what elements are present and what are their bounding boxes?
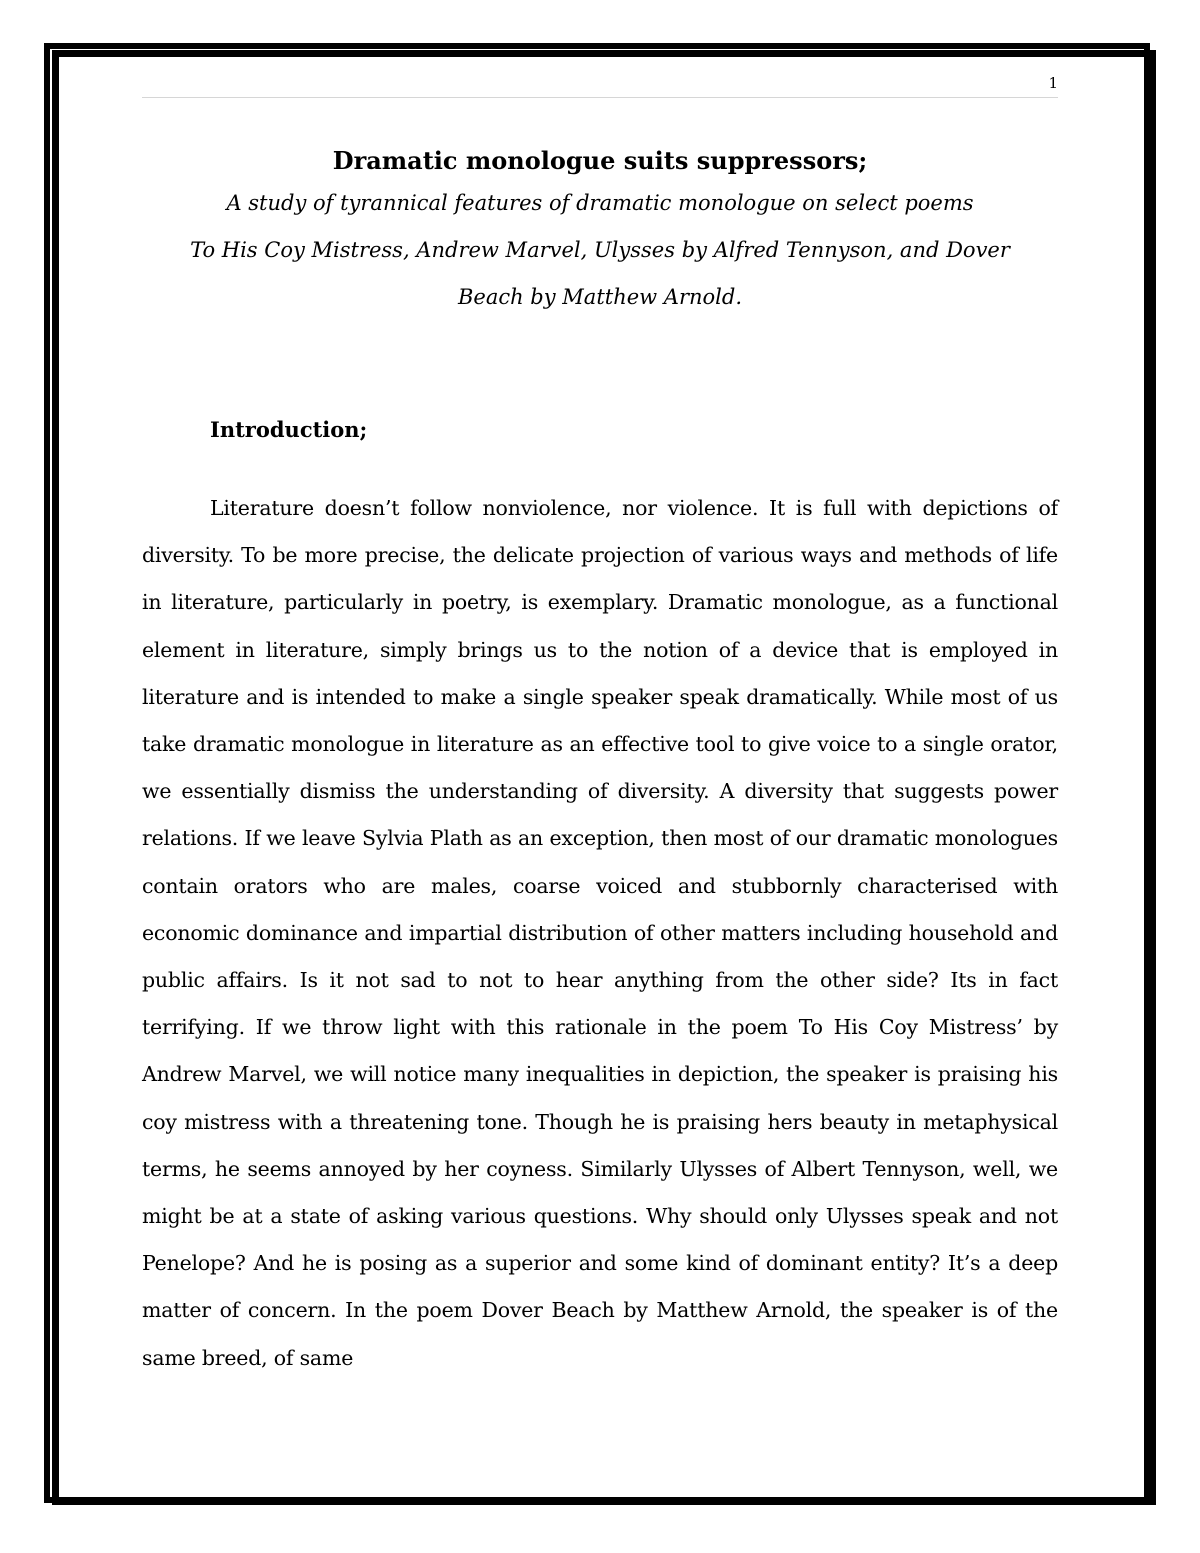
body-paragraph: Literature doesn’t follow nonviolence, nor violence. It is full with depictions of diversity. To be more precise, the delicate projection of various ways and methods of life in literature, particularly in poetry, is exemplary. Dramatic monologue, as a functional element in literature, simply brings us to the notion of a device that is employed in literature and is intended to make a single speaker speak dramatically. While most of us take dramatic monologue in literature as an effective tool to give voice to a single orator, we essentially dismiss the understanding of diversity. A diversity that suggests power relations. If we leave Sylvia Plath as an exception, then most of our dramatic monologues contain orators who are males, coarse voiced and stubbornly characterised with economic dominance and impartial distribution of other matters including household and public affairs. Is it not sad to not to hear anything from the other side? Its in fact terrifying. If we throw light with this rationale in the poem To His Coy Mistress’ by Andrew Marvel, we will notice many inequalities in depiction, the speaker is praising his coy mistress with a threatening tone. Though he is praising hers beauty in metaphysical terms, he seems annoyed by her coyness. Similarly Ulysses of Albert Tennyson, well, we might be at a state of asking various questions. Why should only Ulysses speak and not Penelope? And he is posing as a superior and some kind of dominant entity? It’s a deep matter of concern. In the poem Dover Beach by Matthew Arnold, the speaker is of the same breed, of same — [142, 496, 1058, 1370]
subtitle-line-2: To His Coy Mistress, Andrew Marvel, Ulysses by Alfred Tennyson, and Dover — [190, 238, 1010, 262]
page-number: 1 — [1048, 74, 1058, 92]
document-body — [142, 142, 1058, 1382]
subtitle-line-1: A study of tyrannical features of dramatic monologue on select poems — [226, 191, 974, 215]
section-heading: Introduction; — [210, 417, 368, 442]
subtitle-line-3: Beach by Matthew Arnold. — [457, 285, 743, 309]
header-divider — [142, 97, 1058, 98]
document-title: Dramatic monologue suits suppressors; — [332, 146, 868, 175]
